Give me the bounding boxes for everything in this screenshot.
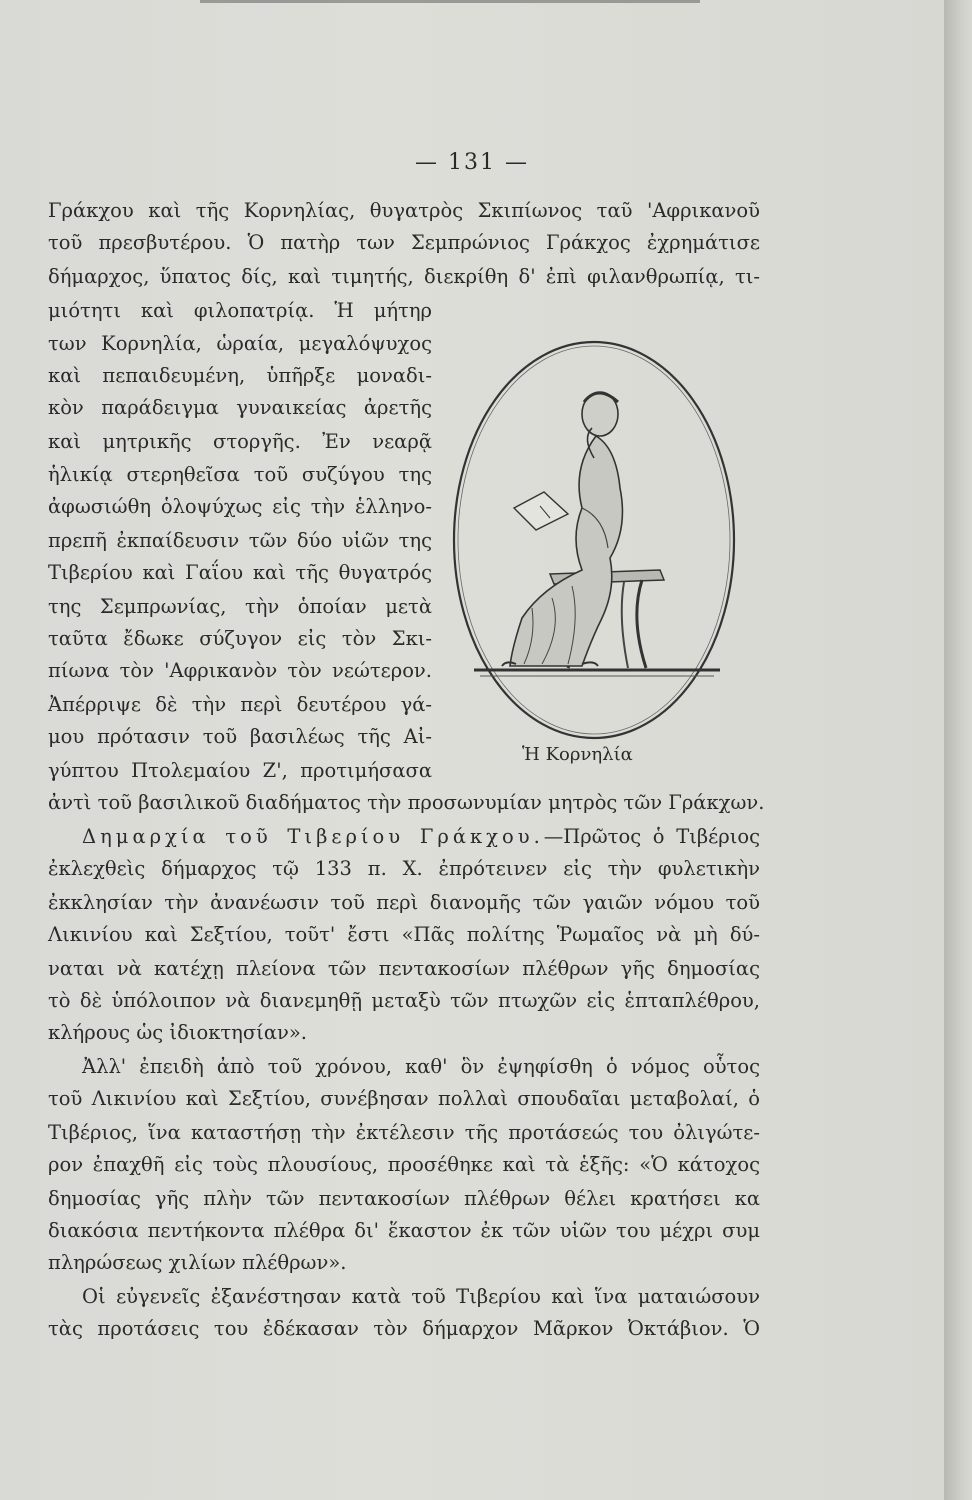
text-line: των Κορνηλία, ὡραία, μεγαλόψυχος bbox=[48, 332, 432, 355]
page-edge bbox=[944, 0, 972, 1500]
text-line: τοῦ πρεσβυτέρου. Ὁ πατὴρ των Σεμπρώνιος Γράκχος ἐχρημάτισε bbox=[48, 231, 760, 254]
top-edge-mark bbox=[200, 0, 700, 3]
text-line: τὰς προτάσεις του ἐδέκασαν τὸν δήμαρχον Μᾶρκον Ὀκτάβιον. Ὁ bbox=[48, 1317, 760, 1340]
cornelia-engraving bbox=[432, 318, 764, 758]
text-line: δήμαρχος, ὕπατος δίς, καὶ τιμητής, διεκρίθη δ' ἐπὶ φιλανθρωπίᾳ, τι- bbox=[48, 265, 760, 288]
text-line: διακόσια πεντήκοντα πλέθρα δι' ἕκαστον ἐκ τῶν υἱῶν του μέχρι συμ bbox=[48, 1219, 760, 1242]
text-line: μου πρότασιν τοῦ βασιλέως τῆς Αἰ- bbox=[48, 725, 432, 748]
text-line: μιότητι καὶ φιλοπατρίᾳ. Ἡ μήτηρ bbox=[48, 299, 432, 322]
text-line: της Σεμπρωνίας, τὴν ὁποίαν μετὰ bbox=[48, 595, 432, 618]
text-line: Γράκχου καὶ τῆς Κορνηλίας, θυγατρὸς Σκιπίωνος ταῦ 'Αφρικανοῦ bbox=[48, 199, 760, 222]
text-line: δημοσίας γῆς πλὴν τῶν πεντακοσίων πλέθρων θέλει κρατήσει κα bbox=[48, 1187, 760, 1210]
page-number: — 131 — bbox=[415, 150, 529, 175]
text-line: καὶ πεπαιδευμένη, ὑπῆρξε μοναδι- bbox=[48, 364, 432, 387]
text-line: πίωνα τὸν 'Αφρικανὸν τὸν νεώτερον. bbox=[48, 659, 432, 682]
text-line: ἀντὶ τοῦ βασιλικοῦ διαδήματος τὴν προσωνυμίαν μητρὸς τῶν Γράκχων. bbox=[48, 791, 765, 814]
text-line: Λικινίου καὶ Σεξτίου, τοῦτ' ἔστι «Πᾶς πολίτης Ῥωμαῖος νὰ μὴ δύ- bbox=[48, 923, 760, 946]
text-line: πληρώσεως χιλίων πλέθρων». bbox=[48, 1251, 347, 1274]
paragraph-heading-line bbox=[82, 822, 760, 852]
text-line: ρον ἐπαχθῆ εἰς τοὺς πλουσίους, προσέθηκε καὶ τὰ ἑξῆς: «Ὁ κάτοχος bbox=[48, 1153, 760, 1176]
figure-caption: Ἡ Κορνηλία bbox=[522, 744, 633, 765]
heading-continuation: —Πρῶτος ὁ Τιβέριος bbox=[543, 825, 760, 848]
text-line: ταῦτα ἔδωκε σύζυγον εἰς τὸν Σκι- bbox=[48, 627, 432, 650]
text-line: καὶ μητρικῆς στοργῆς. Ἐν νεαρᾷ bbox=[48, 430, 432, 453]
text-line: Τιβερίου καὶ Γαΐου καὶ τῆς θυγατρός bbox=[48, 561, 432, 584]
text-line: τοῦ Λικινίου καὶ Σεξτίου, συνέβησαν πολλαὶ σπουδαῖαι μεταβολαί, ὁ bbox=[48, 1087, 760, 1110]
text-line: ἐκλεχθεὶς δήμαρχος τῷ 133 π. Χ. ἐπρότεινεν εἰς τὴν φυλετικὴν bbox=[48, 857, 760, 880]
text-line: πρεπῆ ἐκπαίδευσιν τῶν δύο υἱῶν της bbox=[48, 529, 432, 552]
text-line: γύπτου Πτολεμαίου Ζ', προτιμήσασα bbox=[48, 759, 432, 782]
text-line: ἡλικίᾳ στερηθεῖσα τοῦ συζύγου της bbox=[48, 463, 432, 486]
text-line: τὸ δὲ ὑπόλοιπον νὰ διανεμηθῇ μεταξὺ τῶν πτωχῶν εἰς ἑπταπλέθρου, bbox=[48, 989, 760, 1012]
text-line: Ἀπέρριψε δὲ τὴν περὶ δευτέρου γά- bbox=[48, 693, 432, 716]
text-line: ἀφωσιώθη ὁλοψύχως εἰς τὴν ἑλληνο- bbox=[48, 495, 432, 518]
text-line: ναται νὰ κατέχῃ πλείονα τῶν πεντακοσίων πλέθρων γῆς δημοσίας bbox=[48, 957, 760, 980]
text-line: κλήρους ὡς ἰδιοκτησίαν». bbox=[48, 1021, 307, 1044]
text-line: ἐκκλησίαν τὴν ἀνανέωσιν τοῦ περὶ διανομῆς τῶν γαιῶν νόμου τοῦ bbox=[48, 891, 760, 914]
text-line: Ἀλλ' ἐπειδὴ ἀπὸ τοῦ χρόνου, καθ' ὃν ἐψηφίσθη ὁ νόμος οὗτος bbox=[82, 1055, 760, 1078]
text-line: Τιβέριος, ἵνα καταστήσῃ τὴν ἐκτέλεσιν τῆς προτάσεώς του ὀλιγώτε- bbox=[48, 1121, 760, 1144]
text-line: κὸν παράδειγμα γυναικείας ἀρετῆς bbox=[48, 396, 432, 419]
text-line: Οἱ εὐγενεῖς ἐξανέστησαν κατὰ τοῦ Τιβερίου καὶ ἵνα ματαιώσουν bbox=[82, 1285, 760, 1308]
section-heading: Δημαρχία τοῦ Τιβερίου Γράκχου. bbox=[82, 825, 544, 848]
